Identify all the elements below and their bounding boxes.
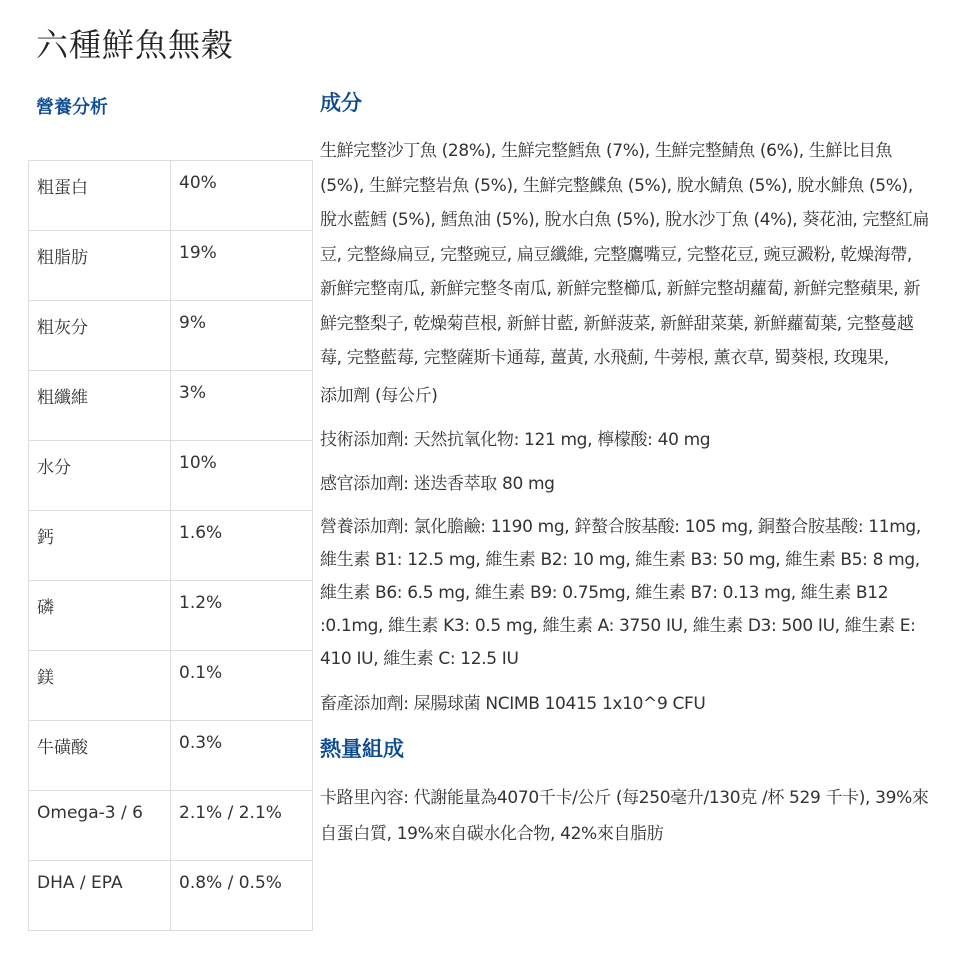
sensory-additives: 感官添加劑: 迷迭香萃取 80 mg — [320, 473, 555, 494]
nutrient-value: 1.2% — [171, 581, 313, 651]
nutrient-value: 40% — [179, 173, 217, 193]
nutrient-name: 粗纖維 — [29, 371, 171, 441]
nutrient-name: 水分 — [29, 441, 171, 511]
nutrient-value: 0.3% — [171, 721, 313, 791]
table-row — [29, 791, 313, 861]
nutrient-value: 9% — [171, 301, 313, 371]
nutrient-value: 0.1% — [171, 651, 313, 721]
nutrient-name: 牛磺酸 — [29, 721, 171, 791]
table-row — [29, 371, 313, 441]
ingredients-heading: 成分 — [320, 91, 362, 115]
nutrient-value: 10% — [171, 441, 313, 511]
nutrient-name: 粗脂肪 — [29, 231, 171, 301]
nutrient-name: 磷 — [29, 581, 171, 651]
table-row — [29, 301, 313, 371]
table-row — [29, 861, 313, 931]
nutrition-table — [28, 160, 313, 931]
nutrient-value: 1.6% — [171, 511, 313, 581]
calories-text: 卡路里內容: 代謝能量為4070千卡/公斤 (每250毫升/130克 /杯 529 千卡), 39%來自蛋白質, 19%來自碳水化合物, 42%來自脂肪 — [320, 787, 929, 844]
nutritional-additives: 營養添加劑: 氯化膽鹼: 1190 mg, 鋅螯合胺基酸: 105 mg, 銅螯合胺基酸: 11mg, 維生素 B1: 12.5 mg, 維生素 B2: 10 mg, 維生素 B3: 50 mg, 維生素 B5: 8 mg, 維生素 B6: 6.5 mg, 維生素 B9: 0.75mg, 維生素 B7: 0.13 mg, 維生素 B12 :0.1mg, 維生素 K3: 0.5 mg, 維生素 A: 3750 IU, 維生素 D3: 500 IU, 維生素 E: 410 IU, 維生素 C: 12.5 IU — [320, 516, 921, 669]
zootechnical-additives: 畜產添加劑: 屎腸球菌 NCIMB 10415 1x10^9 CFU — [320, 693, 706, 714]
table-row — [29, 581, 313, 651]
nutrient-name: Omega-3 / 6 — [29, 791, 171, 861]
table-row — [29, 511, 313, 581]
nutrient-name: DHA / EPA — [29, 861, 171, 931]
table-row — [29, 721, 313, 791]
ingredients-text: 生鮮完整沙丁魚 (28%), 生鮮完整鱈魚 (7%), 生鮮完整鯖魚 (6%), 生鮮比目魚 (5%), 生鮮完整岩魚 (5%), 生鮮完整鰈魚 (5%), 脫水鯖魚 (5%), 脫水鯡魚 (5%), 脫水藍鱈 (5%), 鱈魚油 (5%), 脫水白魚 (5%), 脫水沙丁魚 (4%), 葵花油, 完整紅扁豆, 完整綠扁豆, 完整豌豆, 扁豆纖維, 完整鷹嘴豆, 完整花豆, 豌豆澱粉, 乾燥海帶, 新鮮完整南瓜, 新鮮完整冬南瓜, 新鮮完整櫛瓜, 新鮮完整胡蘿蔔, 新鮮完整蘋果, 新鮮完整梨子, 乾燥菊苣根, 新鮮甘藍, 新鮮菠菜, 新鮮甜菜葉, 新鮮蘿蔔葉, 完整蔓越莓, 完整藍莓, 完整薩斯卡通莓, 薑黃, 水飛薊, 牛蒡根, 薰衣草, 蜀葵根, 玫瑰果, — [320, 141, 930, 368]
page-title: 六種鮮魚無穀 — [36, 26, 235, 64]
table-row — [29, 651, 313, 721]
table-row — [29, 231, 313, 301]
nutrient-value: 2.1% / 2.1% — [171, 791, 313, 861]
table-row — [29, 161, 313, 231]
nutrient-value: 19% — [171, 231, 313, 301]
nutrient-name: 鈣 — [29, 511, 171, 581]
additives-title: 添加劑 (每公斤) — [320, 385, 438, 406]
technical-additives: 技術添加劑: 天然抗氧化物: 121 mg, 檸檬酸: 40 mg — [320, 429, 711, 450]
table-row — [29, 441, 313, 511]
calories-heading: 熱量組成 — [320, 736, 404, 761]
nutrient-value: 3% — [171, 371, 313, 441]
nutrient-value: 0.8% / 0.5% — [171, 861, 313, 931]
nutrient-name: 鎂 — [29, 651, 171, 721]
nutrient-name: 粗灰分 — [29, 301, 171, 371]
nutrient-name: 粗蛋白 — [29, 161, 171, 231]
product-details — [320, 88, 932, 852]
nutrition-heading: 營養分析 — [36, 97, 108, 118]
